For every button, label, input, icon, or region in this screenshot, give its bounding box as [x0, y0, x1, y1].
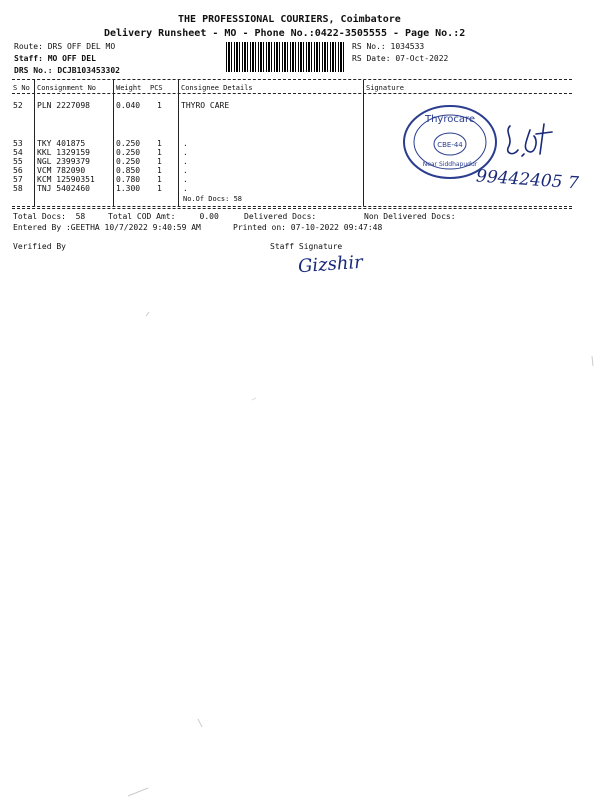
row-consignee: . [183, 175, 188, 184]
row-pcs: 1 [157, 148, 162, 157]
row-sno: 53 [13, 139, 23, 148]
row-weight: 0.250 [116, 157, 141, 166]
row-pcs: 1 [157, 139, 162, 148]
row-consignee: . [183, 157, 188, 166]
staff-label: Staff: MO OFF DEL [14, 54, 96, 63]
total-docs: Total Docs: 58 [13, 212, 86, 221]
row-pcs: 1 [157, 101, 162, 110]
row-weight: 0.250 [116, 148, 141, 157]
delivered-docs: Delivered Docs: [244, 212, 317, 221]
row-consignment: KCM 12590351 [37, 175, 95, 184]
no-of-docs: No.Of Docs: 58 [183, 195, 243, 203]
printed-on: Printed on: 07-10-2022 09:47:48 [233, 223, 383, 232]
row-pcs: 1 [157, 175, 162, 184]
col-header-signature: Signature [366, 84, 404, 92]
row-consignee: THYRO CARE [181, 101, 230, 110]
row-sno: 52 [13, 101, 23, 110]
drs-number: DRS No.: DCJB103453302 [14, 66, 120, 75]
row-consignment: TNJ 5402460 [37, 184, 90, 193]
staff-signature-label: Staff Signature [270, 242, 343, 251]
row-consignment: TKY 401875 [37, 139, 86, 148]
rs-date: RS Date: 07-Oct-2022 [352, 54, 449, 63]
row-weight: 0.250 [116, 139, 141, 148]
row-pcs: 1 [157, 184, 162, 193]
row-weight: 1.300 [116, 184, 141, 193]
row-consignee: . [183, 184, 188, 193]
stamp-name: Thyrocare [424, 114, 476, 125]
stamp-place: Near Siddhapudur [422, 161, 478, 168]
company-title: THE PROFESSIONAL COURIERS, Coimbatore [178, 14, 401, 25]
col-header-consignee: Consignee Details [181, 84, 253, 92]
rs-number: RS No.: 1034533 [352, 42, 425, 51]
col-header-consignment: Consignment No [37, 84, 97, 92]
col-header-pcs: PCS [150, 84, 163, 92]
row-consignee: . [183, 148, 188, 157]
col-header-sno: S No [13, 84, 30, 92]
non-delivered-docs: Non Delivered Docs: [364, 212, 456, 221]
row-weight: 0.780 [116, 175, 141, 184]
row-consignee: . [183, 139, 188, 148]
total-cod: Total COD Amt: 0.00 [108, 212, 219, 221]
route-label: Route: DRS OFF DEL MO [14, 42, 116, 51]
phone-handwritten: 99442405 7 [475, 166, 580, 194]
verified-by: Verified By [13, 242, 66, 251]
stamp-code: CBE-44 [437, 141, 463, 149]
entered-by: Entered By :GEETHA 10/7/2022 9:40:59 AM [13, 223, 201, 232]
col-header-weight: Weight [116, 84, 142, 92]
row-sno: 55 [13, 157, 23, 166]
row-consignment: KKL 1329159 [37, 148, 90, 157]
row-consignment: NGL 2399379 [37, 157, 90, 166]
row-consignee: . [183, 166, 188, 175]
row-pcs: 1 [157, 157, 162, 166]
row-sno: 58 [13, 184, 23, 193]
row-consignment: VCM 782090 [37, 166, 86, 175]
row-weight: 0.040 [116, 101, 141, 110]
row-sno: 56 [13, 166, 23, 175]
row-weight: 0.850 [116, 166, 141, 175]
row-sno: 54 [13, 148, 23, 157]
row-consignment: PLN 2227098 [37, 101, 90, 110]
staff-signature-handwritten: Gizshir [297, 251, 364, 278]
row-pcs: 1 [157, 166, 162, 175]
runsheet-subtitle: Delivery Runsheet - MO - Phone No.:0422-3505555 - Page No.:2 [104, 28, 466, 39]
row-sno: 57 [13, 175, 23, 184]
